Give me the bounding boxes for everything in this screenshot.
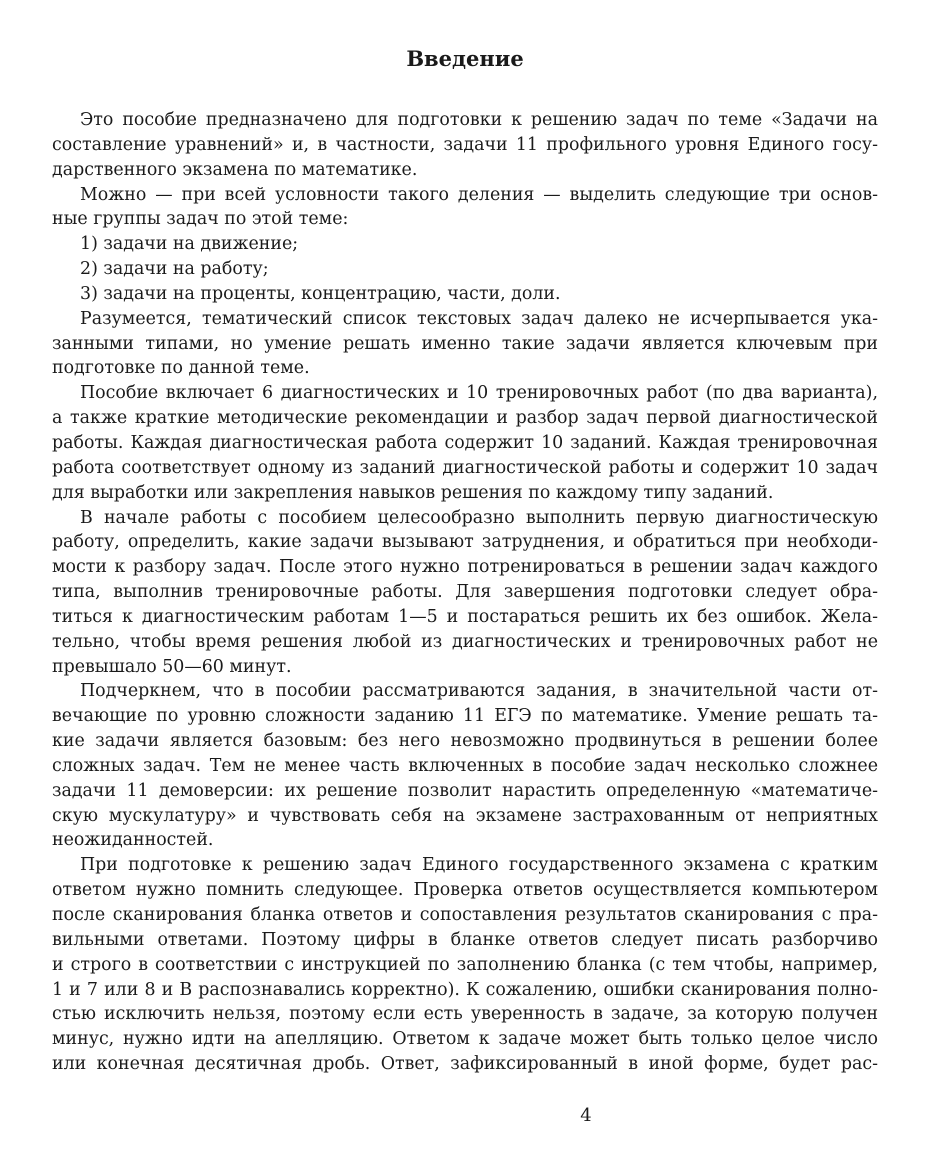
text-line: а также краткие методические рекомендации и разбор задач первой диагностической (52, 408, 878, 429)
document-page (52, 0, 878, 1152)
text-line: работа соответствует одному из заданий диагностической работы и содержит 10 задач (52, 457, 878, 478)
text-line: 3) задачи на проценты, концентрацию, части, доли. (80, 283, 561, 304)
text-line: ные группы задач по этой теме: (52, 209, 349, 230)
body-text (52, 108, 878, 1077)
text-line: неожиданностей. (52, 830, 214, 851)
text-line: или конечная десятичная дробь. Ответ, зафиксированный в иной форме, будет рас- (52, 1054, 878, 1075)
text-line: Разумеется, тематический список текстовых задач далеко не исчерпывается ука- (80, 308, 878, 329)
text-line: Можно — при всей условности такого деления — выделить следующие три основ- (80, 184, 878, 205)
text-line: вильными ответами. Поэтому цифры в бланке ответов следует писать разборчиво (52, 929, 878, 950)
text-line: задачи 11 демоверсии: их решение позволит нарастить определенную «математиче- (52, 780, 878, 801)
text-line: сложных задач. Тем не менее часть включенных в пособие задач несколько сложнее (52, 755, 878, 776)
text-line: Это пособие предназначено для подготовки к решению задач по теме «Задачи на (80, 110, 878, 130)
text-line: 2) задачи на работу; (80, 259, 269, 280)
text-line: занными типами, но умение решать именно такие задачи является ключевым при (52, 333, 878, 354)
text-line: после сканирования бланка ответов и сопоставления результатов сканирования с пра- (52, 905, 878, 925)
text-line: типа, выполнив тренировочные работы. Для завершения подготовки следует обра- (52, 582, 878, 603)
text-line: составление уравнений» и, в частности, задачи 11 профильного уровня Единого госу- (52, 134, 878, 155)
text-line: вечающие по уровню сложности заданию 11 ЕГЭ по математике. Умение решать та- (52, 706, 878, 727)
text-line: работу, определить, какие задачи вызывают затруднения, и обратиться при необходи- (52, 532, 878, 553)
text-line: для выработки или закрепления навыков решения по каждому типу заданий. (52, 482, 774, 503)
text-line: тельно, чтобы время решения любой из диагностических и тренировочных работ не (52, 631, 878, 652)
page-number: 4 (580, 1105, 592, 1126)
text-line: 1) задачи на движение; (80, 234, 299, 255)
text-line: ответом нужно помнить следующее. Проверка ответов осуществляется компьютером (52, 880, 878, 901)
text-line: мости к разбору задач. После этого нужно потренироваться в решении задач каждого (52, 557, 878, 578)
text-line: скую мускулатуру» и чувствовать себя на экзамене застрахованным от неприятных (52, 805, 878, 826)
text-line: минус, нужно идти на апелляцию. Ответом к задаче может быть только целое число (52, 1029, 878, 1050)
text-line: 1 и 7 или 8 и В распознавались корректно). К сожалению, ошибки сканирования полно- (52, 979, 878, 1000)
text-line: превышало 50—60 минут. (52, 656, 292, 677)
text-line: дарственного экзамена по математике. (52, 159, 418, 180)
text-line: В начале работы с пособием целесообразно выполнить первую диагностическую (80, 507, 878, 528)
text-line: Подчеркнем, что в пособии рассматриваются задания, в значительной части от- (80, 681, 878, 702)
text-line: работы. Каждая диагностическая работа содержит 10 заданий. Каждая тренировочная (52, 432, 878, 453)
text-line: подготовке по данной теме. (52, 358, 310, 379)
text-line: При подготовке к решению задач Единого государственного экзамена с кратким (80, 855, 878, 876)
text-line: Пособие включает 6 диагностических и 10 тренировочных работ (по два варианта), (80, 383, 878, 404)
text-line: титься к диагностическим работам 1—5 и постараться решить их без ошибок. Жела- (52, 606, 878, 627)
page-title: Введение (406, 46, 524, 71)
text-line: и строго в соответствии с инструкцией по заполнению бланка (с тем чтобы, например, (52, 954, 878, 975)
text-line: кие задачи является базовым: без него невозможно продвинуться в решении более (52, 731, 878, 752)
text-line: стью исключить нельзя, поэтому если есть уверенность в задаче, за которую получен (52, 1004, 878, 1025)
